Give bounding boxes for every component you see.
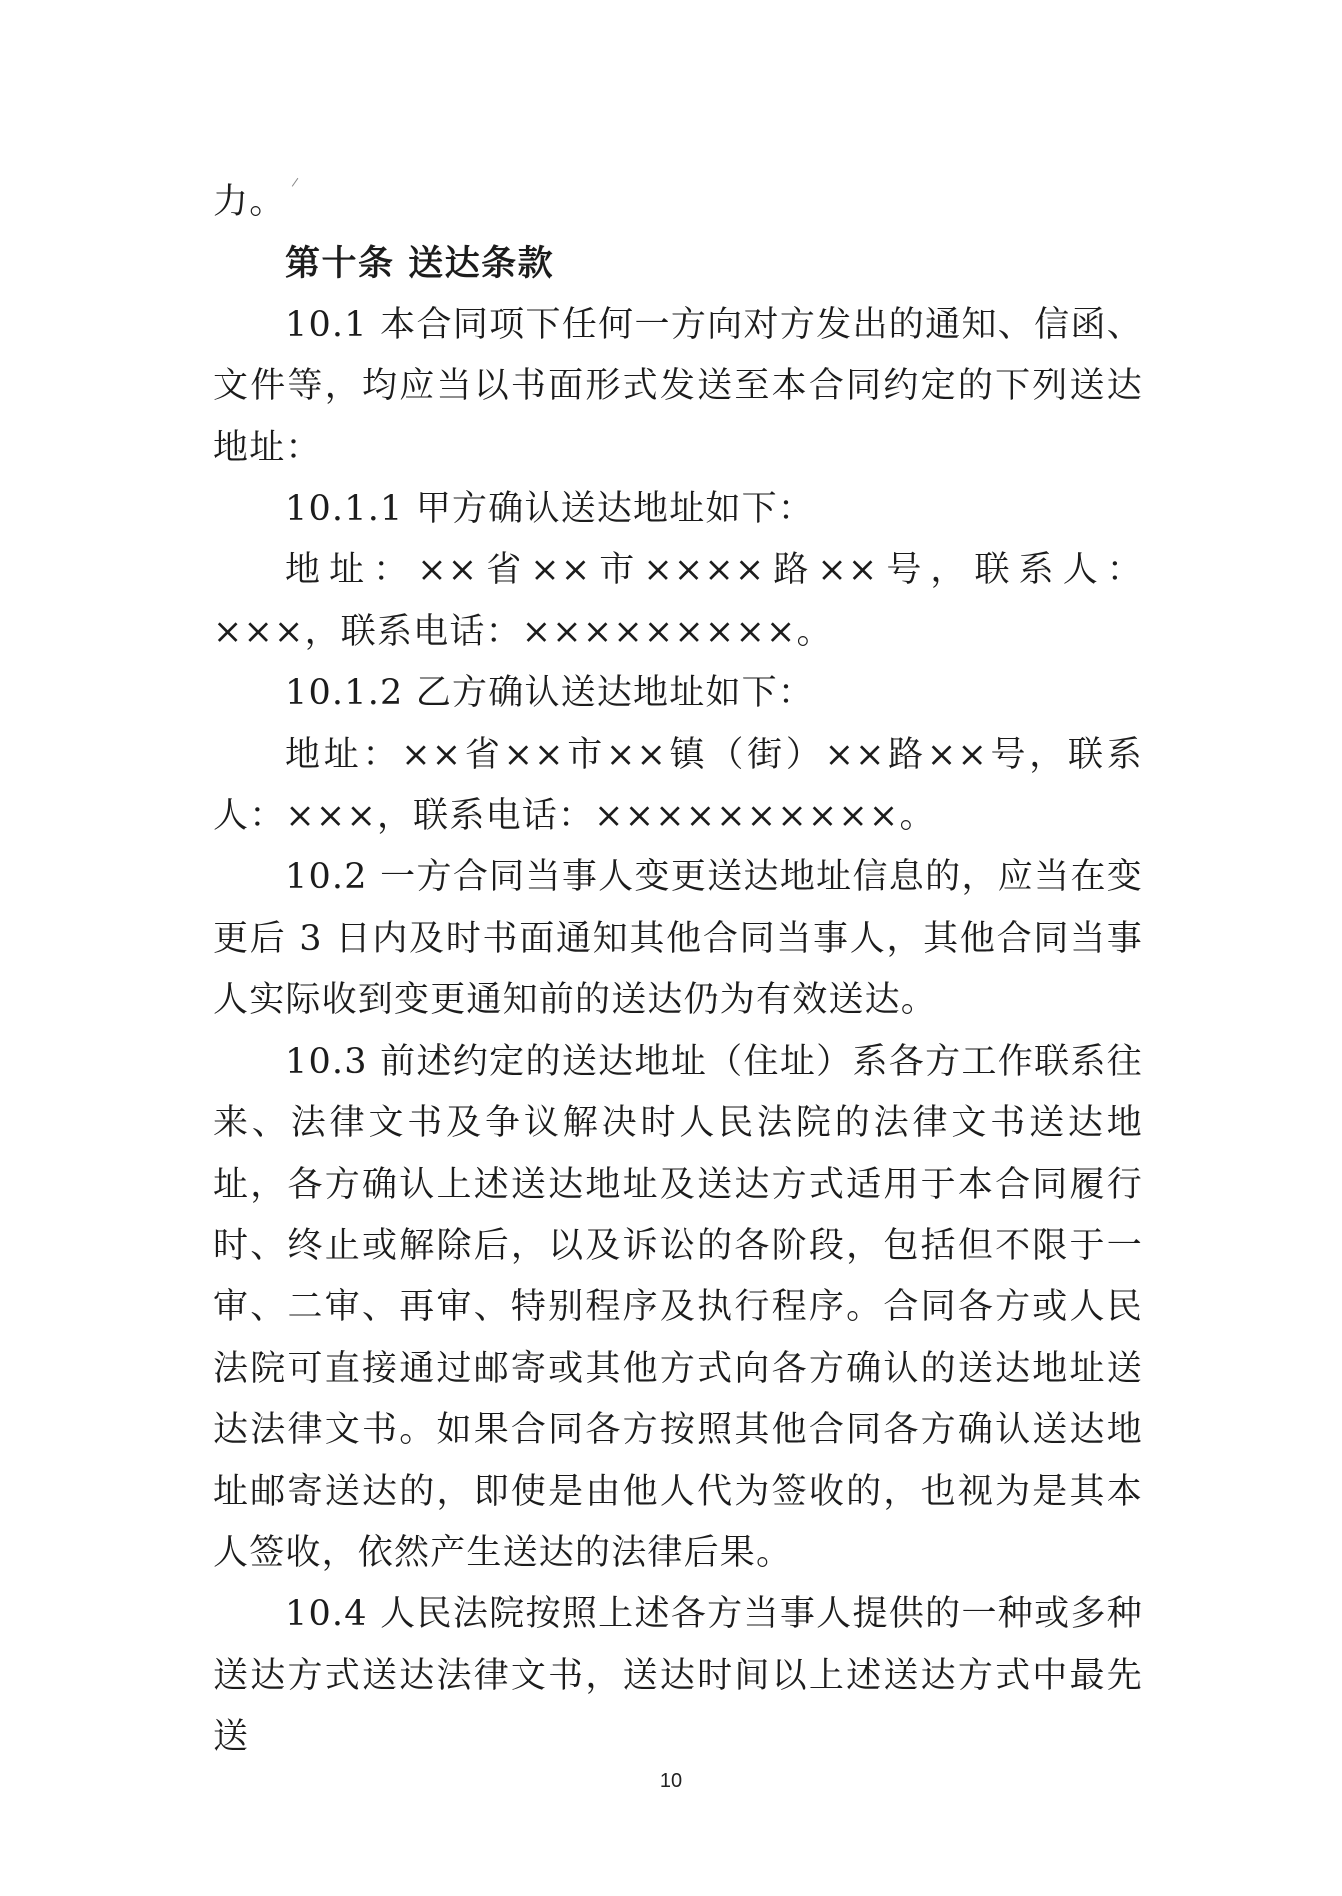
clause-10-1-2: 10.1.2 乙方确认送达地址如下： [285,673,815,714]
article-heading: 第十条 送达条款 [285,243,555,285]
clause-10-2: 10.2 一方合同当事人变更送达地址信息的，应当在变更后 3 日内及时书面通知其他合同当事人，其他合同当事人实际收到变更通知前的送达仍为有效送达。 [213,857,1143,1021]
clause-10-1-1: 10.1.1 甲方确认送达地址如下： [285,489,815,530]
paragraph-continuation: 力。 [213,182,286,222]
clause-10-1: 10.1 本合同项下任何一方向对方发出的通知、信函、文件等，均应当以书面形式发送至本合同约定的下列送达地址： [213,304,1143,468]
party-a-address: 地址：××省××市××××路××号，联系人：×××，联系电话：×××××××××。 [213,550,1143,652]
clause-10-3: 10.3 前述约定的送达地址（住址）系各方工作联系往来、法律文书及争议解决时人民法院的法律文书送达地址，各方确认上述送达地址及送达方式适用于本合同履行时、终止或解除后，以及诉讼的各阶段，包括但不限于一审、二审、再审、特别程序及执行程序。合同各方或人民法院可直接通过邮寄或其他方式向各方确认的送达地址送达法律文书。如果合同各方按照其他合同各方确认送达地址邮寄送达的，即使是由他人代为签收的，也视为是其本人签收，依然产生送达的法律后果。 [213,1041,1143,1573]
page-number: 10 [659,1770,683,1792]
document-body [213,172,1143,1769]
clause-10-4: 10.4 人民法院按照上述各方当事人提供的一种或多种送达方式送达法律文书，送达时间以上述送达方式中最先送 [213,1594,1143,1758]
party-b-address: 地址：××省××市××镇（街）××路××号，联系人：×××，联系电话：××××××××××。 [213,734,1143,837]
